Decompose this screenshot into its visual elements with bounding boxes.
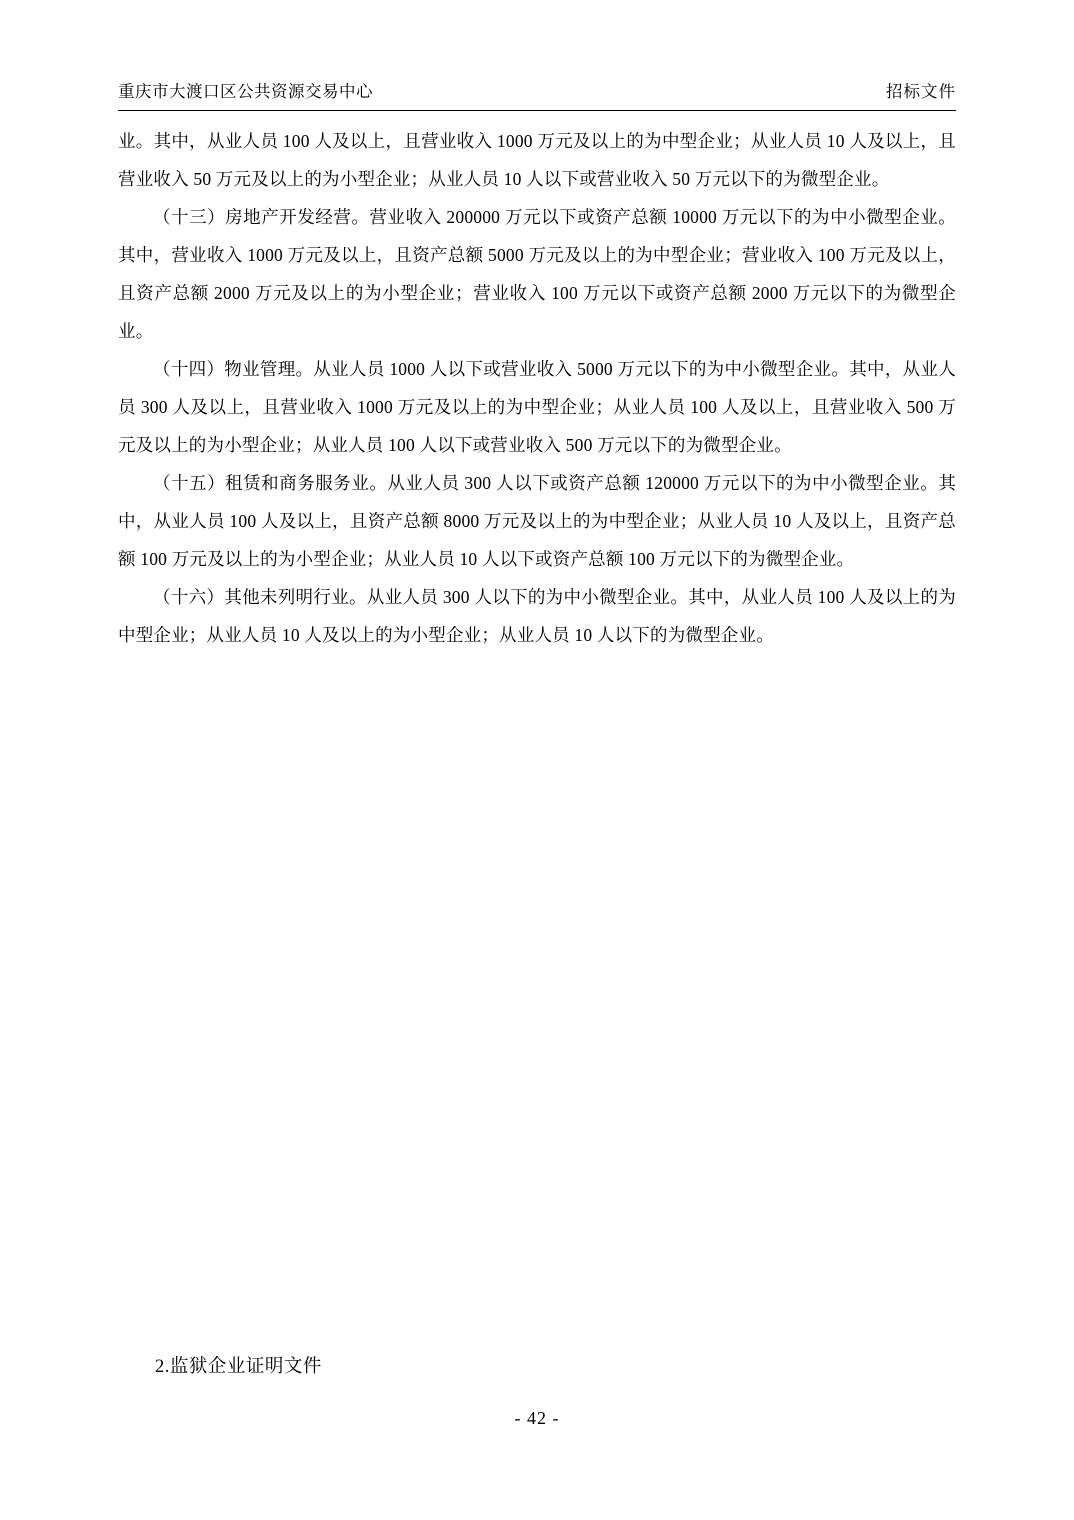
header-divider [118, 110, 956, 111]
header-organization: 重庆市大渡口区公共资源交易中心 [118, 82, 373, 101]
header-document-type: 招标文件 [886, 82, 956, 101]
document-body [118, 122, 956, 654]
section-heading-prison-enterprise: 2.监狱企业证明文件 [155, 1357, 322, 1377]
paragraph-item-15: （十五）租赁和商务服务业。从业人员 300 人以下或资产总额 120000 万元以下的为中小微型企业。其中，从业人员 100 人及以上，且资产总额 8000 万元及以上的为中型企业；从业人员 10 人及以上，且资产总额 100 万元及以上的为小型企业；从业人员 10 人以下或资产总额 100 万元以下的为微型企业。 [118, 473, 956, 569]
page-number: - 42 - [514, 1408, 560, 1428]
paragraph-item-13: （十三）房地产开发经营。营业收入 200000 万元以下或资产总额 10000 万元以下的为中小微型企业。其中，营业收入 1000 万元及以上，且资产总额 5000 万元及以上的为中型企业；营业收入 100 万元及以上，且资产总额 2000 万元及以上的为小型企业；营业收入 100 万元以下或资产总额 2000 万元以下的为微型企业。 [118, 207, 956, 341]
page-header [118, 78, 956, 102]
paragraph-item-14: （十四）物业管理。从业人员 1000 人以下或营业收入 5000 万元以下的为中小微型企业。其中，从业人员 300 人及以上，且营业收入 1000 万元及以上的为中型企业；从业人员 100 人及以上，且营业收入 500 万元及以上的为小型企业；从业人员 100 人以下或营业收入 500 万元以下的为微型企业。 [118, 359, 956, 455]
paragraph-item-16: （十六）其他未列明行业。从业人员 300 人以下的为中小微型企业。其中，从业人员 100 人及以上的为中型企业；从业人员 10 人及以上的为小型企业；从业人员 10 人以下的为微型企业。 [118, 587, 956, 645]
paragraph-continuation: 业。其中，从业人员 100 人及以上，且营业收入 1000 万元及以上的为中型企业；从业人员 10 人及以上，且营业收入 50 万元及以上的为小型企业；从业人员 10 人以下或营业收入 50 万元以下的为微型企业。 [118, 131, 956, 189]
